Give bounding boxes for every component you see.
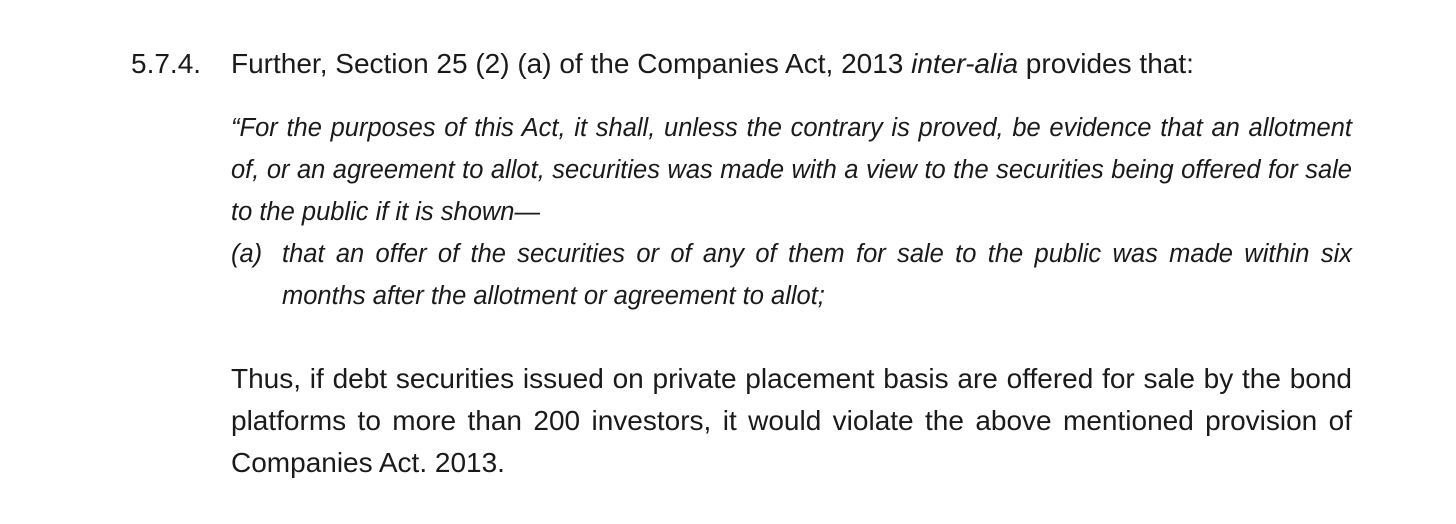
clause-heading-italic: inter-alia — [911, 48, 1019, 79]
sub-item-marker: (a) — [231, 240, 263, 268]
sub-item-text: that an offer of the securities or of any of them for sale to the public was made within six months after the allotment or agreement to allot; — [282, 240, 1352, 310]
clause-heading-suffix: provides that: — [1018, 48, 1194, 79]
clause-heading — [231, 44, 1194, 84]
quoted-provision — [231, 107, 1352, 317]
conclusion-paragraph: Thus, if debt securities issued on private placement basis are offered for sale by the bond platforms to more than 200 investors, it would violate the above mentioned provision of Companies Act. 2013. — [231, 363, 1352, 478]
quoted-sub-item — [231, 233, 1352, 317]
clause-heading-prefix: Further, Section 25 (2) (a) of the Companies Act, 2013 — [231, 48, 912, 79]
quoted-paragraph: “For the purposes of this Act, it shall, unless the contrary is proved, be evidence that an allotment of, or an agreement to allot, securities was made with a view to the securities being offered for sale to the public if it is shown— — [231, 114, 1352, 226]
clause-number: 5.7.4. — [131, 48, 202, 79]
